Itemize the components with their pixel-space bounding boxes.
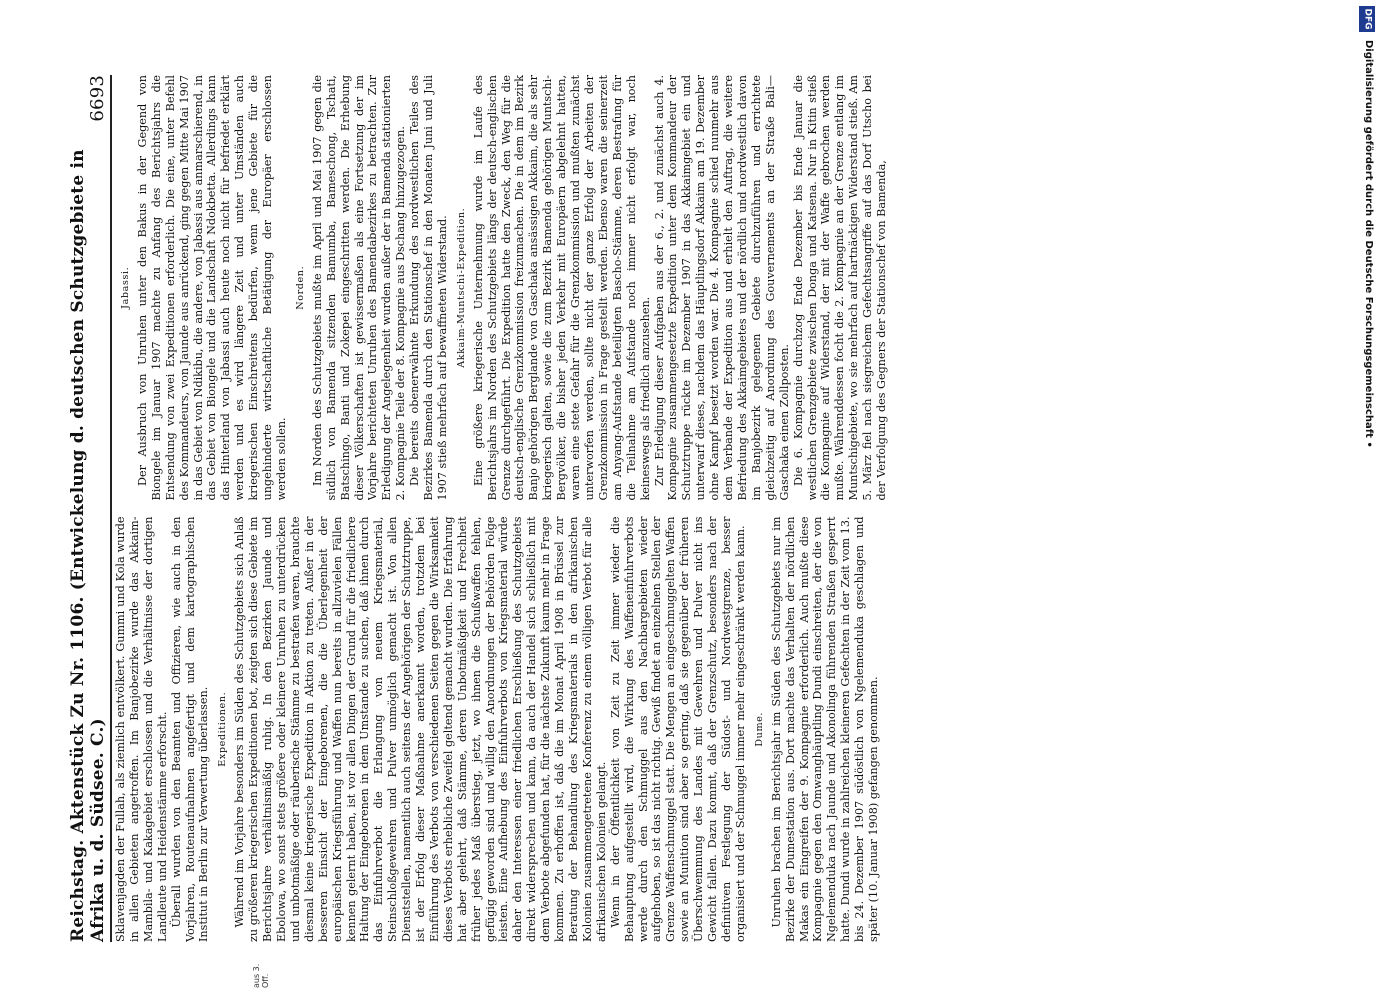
paragraph: Zur Erledigung dieser Aufgaben aus der 6., 2. und zunächst auch 4. Kompagnie zusammengesetzte Expedition unter dem Kommandeur der Schutztruppe rückte im Dezember 1907 in das Akkaimgebiet ein und unterwarf dieses, nachdem das Häuptlingsdorf Akkaim am 19. Dezember ohne Kampf besetzt worden war. Die 4. Kompagnie schied nunmehr aus dem Verbande der Expedition aus und erhielt den Auftrag, die weitere Befriedung des Akkaimgebietes und der nördlich und nordwestlich davon im Banjobezirk gelegenen Gebiete durchzuführen und errichtete gleichzeitig auf Anordnung des Gouvernements an der Straße Bali—Gaschaka einen Zollposten. [652,75,791,501]
section-heading: Expeditionen. [217,691,229,767]
paragraph: Überall wurden von den Beamten und Offizieren, wie auch in den Vorjahren, Routenaufnahmen angefertigt und dem kartographischen Institut in Berlin zur Verwertung überlassen. [169,516,211,942]
paragraph: Sklavenjagden der Fullah, als ziemlich entvölkert. Gummi und Kola wurde in allen Gebieten angetroffen. Im Banjobezirke wurde das Akkaim-Mambila- und Kakagebiet erschlossen und die Verhältnisse der dortigen Landleute und Heidenstämme erforscht. [114,516,169,942]
paragraph: Unruhen brachen im Berichtsjahr im Süden des Schutzgebiets nur im Bezirke der Dumestation aus. Dort machte das Verhalten der nördlichen Makas ein Eingreifen der 9. Kompagnie erforderlich. Auch mußte diese Kompagnie gegen den Omwanghäuptling Dundi einschreiten, der die von Ngelemenduka nach Jaunde und Akonolinga führenden Straßen gesperrt hatte. Dundi wurde in zahlreichen kleineren Gefechten in der Zeit vom 13. bis 24. Dezember 1907 südöstlich von Ngelemenduka geschlagen und später (10. Januar 1908) gefangen genommen. [769,516,881,942]
margin-note: aus 3. Off. [252,963,270,988]
section-heading: Dume. [753,711,765,747]
page-frame [70,75,1313,942]
text-columns [114,75,1313,942]
paragraph: Wenn in der Öffentlichkeit von Zeit zu Zeit immer wieder die Behauptung aufgestellt wird, die Wirkung des Waffeneinfuhrverbots werde durch den Schmuggel aus den Nachbargebieten wieder aufgehoben, so ist das nicht richtig. Gewiß findet an einzelnen Stellen der Grenze Waffenschmuggel statt. Die Mengen an eingeschmuggelten Waffen sowie an Munition sind aber so gering, daß sie gegenüber der früheren Überschwemmung des Landes mit Gewehren und Pulver nicht ins Gewicht fallen. Dazu kommt, daß der Grenzschutz, besonders nach der definitiven Festlegung der Südost- und Nordwestgrenze, besser organisiert und der Schmuggel immer mehr eingeschränkt werden kann. [608,516,747,942]
running-title: Reichstag. Aktenstück Zu Nr. 1106. (Entwickelung d. deutschen Schutzgebiete in Afrika u. d. Südsee. C.) [68,149,108,942]
dfg-logo-icon: DFG [1359,6,1375,32]
text-column-left [114,517,1313,943]
text-column-right [114,75,1313,501]
digitization-notice: Digitalisierung gefördert durch die Deutsche Forschungsgemeinschaft • [1363,40,1374,448]
page-number: 6693 [87,75,108,122]
paragraph: Während im Vorjahre besonders im Süden des Schutzgebiets sich Anlaß zu größeren kriegerischen Expeditionen bot, zeigten sich diese Gebiete im Berichtsjahre verhältnismäßig ruhig. In den Bezirken Jaunde und Ebolowa, wo sonst stets größere oder kleinere Unruhen zu unterdrücken und unbotmäßige oder räuberische Stämme zu bestrafen waren, brauchte diesmal keine kriegerische Expedition in Aktion zu treten. Außer in der besseren Einsicht der Eingeborenen, die die Überlegenheit der europäischen Kriegsführung und Waffen nun bereits in allzuvielen Fällen kennen gelernt haben, ist vor allen Dingen der Grund für die friedlichere Haltung der Eingeborenen in dem Umstande zu suchen, daß ihnen durch das Einfuhrverbot die Erlangung von neuem Kriegsmaterial, Steinschloßgewehren und Pulver unmöglich gemacht ist. Von allen Dienststellen, namentlich auch seitens der Angehörigen der Schutztruppe, ist der Erfolg dieser Maßnahme anerkannt worden, trotzdem bei Einführung des Verbots von verschiedenen Seiten gegen die Wirksamkeit dieses Verbots erhebliche Zweifel geltend gemacht wurden. Die Erfahrung hat aber gelehrt, daß Stämme, deren Unbotmäßigkeit und Frechheit früher jedes Maß überstieg, jetzt, wo ihnen die Schußwaffen fehlen, gefügig geworden sind und willig den Anordnungen der Behörden Folge leisten. Eine Aufhebung des Einfuhrverbots von Kriegsmaterial würde daher den Interessen einer friedlichen Erschließung des Schutzgebiets direkt widersprechen und kann, da auch der Handel sich schließlich mit dem Verbote abgefunden hat, für die nächste Zukunft kaum mehr in Frage kommen. Zu erhoffen ist, daß die im Monat April 1908 in Brüssel zur Beratung der Behandlung des Kriegsmaterials in den afrikanischen Kolonien zusammengetretene Konferenz zu einem völligen Verbot für alle afrikanischen Kolonien gelangt. [233,516,608,942]
page-header [70,75,112,942]
paragraph: Der Ausbruch von Unruhen unter den Bakus in der Gegend von Biongele im Januar 1907 machte zu Anfang des Berichtsjahrs die Entsendung von zwei Expeditionen erforderlich. Die eine, unter Befehl des Kommandeurs, von Jaunde aus anrückend, ging gegen Mitte Mai 1907 in das Gebiet von Ndikibu, die andere, von Jabassi aus anmarschierend, in das Gebiet von Biongele und die Landschaft Ndokbetta. Allerdings kann das Hinterland von Jabassi auch heute noch nicht für befriedet erklärt werden und es wird längere Zeit und unter Umständen auch kriegerischen Einschreitens bedürfen, wenn jene Gebiete für die ungehinderte wirtschaftliche Betätigung der Europäer erschlossen werden sollen. [135,75,288,501]
paragraph: Im Norden des Schutzgebiets mußte im April und Mai 1907 gegen die südlich von Bamenda sitzenden Bamumba, Bameschong, Tschati, Batschingo, Banti und Zokepei eingeschritten werden. Die Erhebung dieser Völkerschaften ist gewissermaßen als eine Fortsetzung der im Vorjahre berichteten Unruhen des Bamendabezirkes zu betrachten. Zur Erledigung der Angelegenheit wurden außer der in Bamenda stationierten 2. Kompagnie Teile der 8. Kompagnie aus Dschang hinzugezogen. [310,75,408,501]
paragraph: Die 6. Kompagnie durchzog Ende Dezember bis Ende Januar die westlichen Grenzgebiete zwischen Donga und Katsena. Nur in Kitin stieß die Kompagnie auf Widerstand, der mit der Waffe gebrochen werden mußte. Währenddessen focht die 2. Kompagnie an der Grenze entlang im Muntschigebiete, wo sie mehrfach auf hartnäckigen Widerstand stieß. Am 5. März fiel nach siegreichem Gefechtsangriffe auf das Dorf Utscho bei der Verfolgung des Gegners der Stationschef von Bamenda, [791,75,889,501]
paragraph: Eine größere kriegerische Unternehmung wurde im Laufe des Berichtsjahrs im Norden des Schutzgebiets längs der deutsch-englischen Grenze durchgeführt. Die Expedition hatte den Zweck, den Weg für die deutsch-englische Grenzkommission freizumachen. Die in dem im Bezirk Banjo gehörigen Berglande von Gaschaka ansässigen Akkaim, die als sehr kriegerisch galten, sowie die zum Bezirk Bamenda gehörigen Muntschi-Bergvölker, die bisher jeden Verkehr mit Europäern abgelehnt hatten, waren eine stete Gefahr für die Grenzkommission und mußten zunächst unterworfen werden, sollte nicht der ganze Erfolg der Arbeiten der Grenzkommission in Frage gestellt werden. Ebenso waren die seinerzeit am Anyang-Aufstande beteiligten Bascho-Stämme, deren Bestrafung für die Teilnahme am Aufstande noch immer nicht erfolgt war, noch keineswegs als friedlich anzusehen. [471,75,652,501]
section-heading: Jabassi. [120,266,131,309]
section-heading: Akkaim-Muntschi-Expedition. [455,207,467,368]
paragraph: Die bereits obenerwähnte Erkundung des nordwestlichen Teiles des Bezirkes Bamenda durch den Stationschef in den Monaten Juni und Juli 1907 stieß mehrfach auf bewaffneten Widerstand. [408,75,449,501]
section-heading: Norden. [294,265,306,310]
